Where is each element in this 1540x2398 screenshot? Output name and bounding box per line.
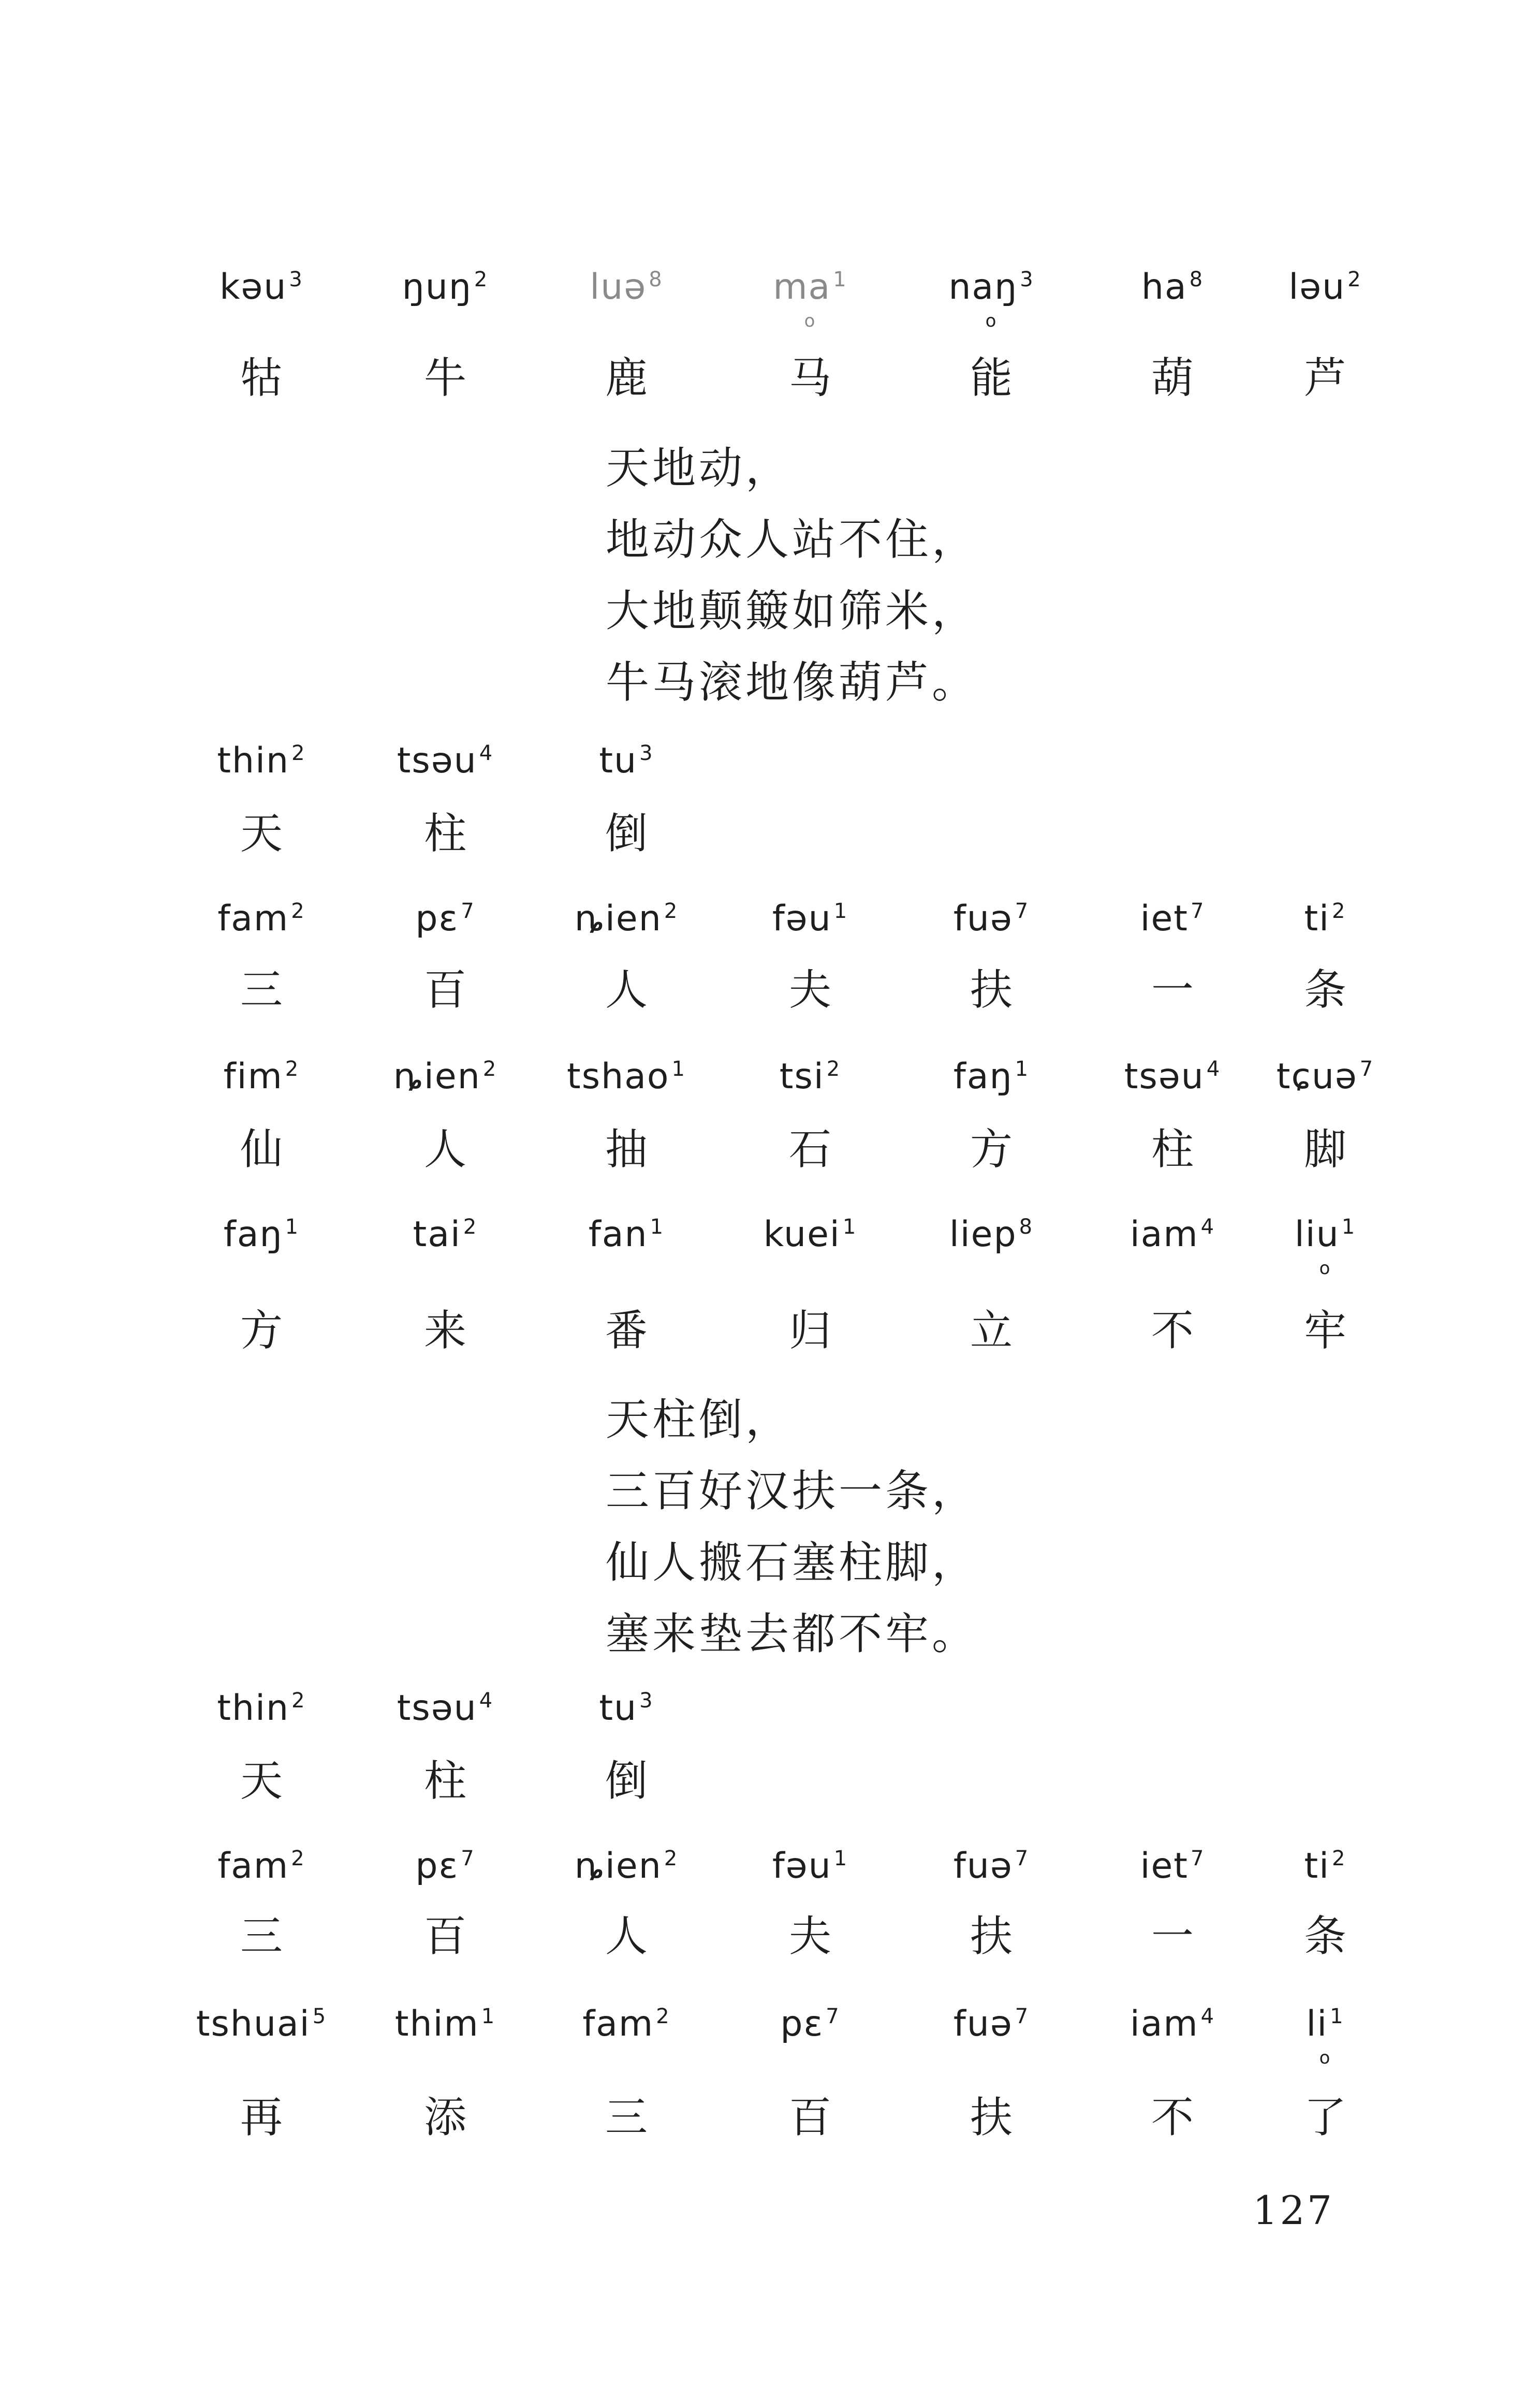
romanization-word: kəu $^3$ <box>219 267 303 308</box>
romanization-word: ləu $^2$ <box>1288 267 1362 308</box>
gloss-character: 仙 <box>240 1125 283 1174</box>
gloss-character: 牯 <box>240 354 283 403</box>
romanization-word: iam $^4$ <box>1130 2004 1215 2044</box>
tone-ring-mark: o <box>804 311 816 331</box>
verse-line: 三百好汉扶一条， <box>606 1466 979 1516</box>
romanization-word: tsəu $^4$ <box>397 1688 494 1729</box>
gloss-character: 方 <box>240 1306 283 1355</box>
romanization-word: ȵien $^2$ <box>574 1846 679 1887</box>
gloss-character: 三 <box>240 966 283 1015</box>
gloss-character: 抽 <box>605 1125 648 1174</box>
verse-line: 地动众人站不住， <box>606 514 979 565</box>
romanization-word: thin $^2$ <box>217 740 306 781</box>
gloss-character: 夫 <box>788 1912 832 1961</box>
gloss-character: 不 <box>1151 1306 1194 1355</box>
gloss-character: 了 <box>1303 2093 1347 2142</box>
gloss-character: 再 <box>240 2093 283 2142</box>
gloss-character: 柱 <box>1151 1125 1194 1174</box>
romanization-word: fəu $^1$ <box>772 1846 848 1887</box>
gloss-character: 葫 <box>1151 354 1194 403</box>
gloss-character: 倒 <box>605 1757 648 1806</box>
gloss-character: 柱 <box>423 1757 467 1806</box>
romanization-word: ŋuŋ $^2$ <box>402 267 489 308</box>
gloss-character: 方 <box>970 1125 1013 1174</box>
romanization-word: tai $^2$ <box>413 1214 478 1255</box>
gloss-character: 人 <box>423 1125 467 1174</box>
romanization-word: iet $^7$ <box>1140 1846 1205 1887</box>
gloss-character: 条 <box>1303 966 1347 1015</box>
gloss-character: 石 <box>788 1125 832 1174</box>
romanization-word: fim $^2$ <box>223 1056 300 1097</box>
romanization-word: tsəu $^4$ <box>1124 1056 1221 1097</box>
romanization-word: ȵien $^2$ <box>574 898 679 939</box>
romanization-word: tu $^3$ <box>599 1688 654 1729</box>
romanization-word: fuə $^7$ <box>953 2004 1030 2044</box>
romanization-word: ha $^8$ <box>1141 267 1204 308</box>
romanization-word: tɕuə $^7$ <box>1276 1056 1374 1097</box>
gloss-character: 芦 <box>1303 354 1347 403</box>
romanization-word: tu $^3$ <box>599 740 654 781</box>
gloss-character: 能 <box>970 354 1013 403</box>
verse-translation <box>606 1394 979 1684</box>
romanization-word: fam $^2$ <box>217 1846 305 1887</box>
gloss-character: 扶 <box>970 1912 1013 1961</box>
romanization-word: tshao $^1$ <box>567 1056 686 1097</box>
gloss-character: 脚 <box>1303 1125 1347 1174</box>
romanization-word: pɛ $^7$ <box>415 898 475 939</box>
verse-line: 天柱倒， <box>606 1394 793 1445</box>
gloss-character: 百 <box>423 966 467 1015</box>
tone-ring-mark: o <box>1319 2048 1331 2068</box>
romanization-word: tsəu $^4$ <box>397 740 494 781</box>
gloss-character: 条 <box>1303 1912 1347 1961</box>
gloss-character: 夫 <box>788 966 832 1015</box>
tone-ring-mark: o <box>985 311 998 331</box>
romanization-word: pɛ $^7$ <box>780 2004 840 2044</box>
romanization-word: fam $^2$ <box>217 898 305 939</box>
romanization-word: iam $^4$ <box>1130 1214 1215 1255</box>
romanization-word: ti $^2$ <box>1304 898 1346 939</box>
romanization-word: liep $^8$ <box>949 1214 1034 1255</box>
gloss-character: 百 <box>423 1912 467 1961</box>
gloss-character: 牛 <box>423 354 467 403</box>
romanization-word: fuə $^7$ <box>953 898 1030 939</box>
romanization-word: ma $^1$ o <box>773 267 847 331</box>
romanization-word: iet $^7$ <box>1140 898 1205 939</box>
romanization-word: fuə $^7$ <box>953 1846 1030 1887</box>
romanization-word: faŋ $^1$ <box>223 1214 300 1255</box>
verse-translation <box>606 443 979 732</box>
romanization-word: fam $^2$ <box>582 2004 670 2044</box>
romanization-word: fan $^1$ <box>588 1214 665 1255</box>
romanization-word: luə $^8$ <box>590 267 663 308</box>
verse-line: 塞来垫去都不牢。 <box>606 1609 979 1659</box>
gloss-character: 马 <box>788 354 832 403</box>
romanization-word: liu $^1$ o <box>1294 1214 1356 1279</box>
gloss-character: 不 <box>1151 2093 1194 2142</box>
page-number: 127 <box>1253 2187 1334 2233</box>
verse-line: 牛马滚地像葫芦。 <box>606 657 979 708</box>
gloss-character: 倒 <box>605 809 648 858</box>
romanization-word: faŋ $^1$ <box>953 1056 1030 1097</box>
romanization-word: naŋ $^3$ o <box>948 267 1034 331</box>
gloss-character: 天 <box>240 809 283 858</box>
gloss-character: 添 <box>423 2093 467 2142</box>
verse-line: 大地颠簸如筛米， <box>606 586 979 636</box>
romanization-word: tshuai $^5$ <box>196 2004 327 2044</box>
gloss-character: 扶 <box>970 2093 1013 2142</box>
verse-line: 仙人搬石塞柱脚， <box>606 1537 979 1588</box>
gloss-character: 归 <box>788 1306 832 1355</box>
romanization-word: tsi $^2$ <box>779 1056 841 1097</box>
romanization-word: kuei $^1$ <box>763 1214 857 1255</box>
romanization-word: ti $^2$ <box>1304 1846 1346 1887</box>
gloss-character: 一 <box>1151 966 1194 1015</box>
romanization-word: thin $^2$ <box>217 1688 306 1729</box>
gloss-character: 人 <box>605 1912 648 1961</box>
romanization-word: pɛ $^7$ <box>415 1846 475 1887</box>
gloss-character: 牢 <box>1303 1306 1347 1355</box>
gloss-character: 立 <box>970 1306 1013 1355</box>
romanization-word: ȵien $^2$ <box>393 1056 497 1097</box>
romanization-word: thim $^1$ <box>394 2004 496 2044</box>
tone-ring-mark: o <box>1319 1258 1331 1279</box>
gloss-character: 来 <box>423 1306 467 1355</box>
gloss-character: 三 <box>240 1912 283 1961</box>
gloss-character: 百 <box>788 2093 832 2142</box>
gloss-character: 鹿 <box>605 354 648 403</box>
verse-line: 天地动， <box>606 443 793 493</box>
gloss-character: 一 <box>1151 1912 1194 1961</box>
gloss-character: 天 <box>240 1757 283 1806</box>
gloss-character: 三 <box>605 2093 648 2142</box>
romanization-word: li $^1$ o <box>1306 2004 1344 2068</box>
gloss-character: 人 <box>605 966 648 1015</box>
gloss-character: 扶 <box>970 966 1013 1015</box>
gloss-character: 柱 <box>423 809 467 858</box>
gloss-character: 番 <box>605 1306 648 1355</box>
romanization-word: fəu $^1$ <box>772 898 848 939</box>
